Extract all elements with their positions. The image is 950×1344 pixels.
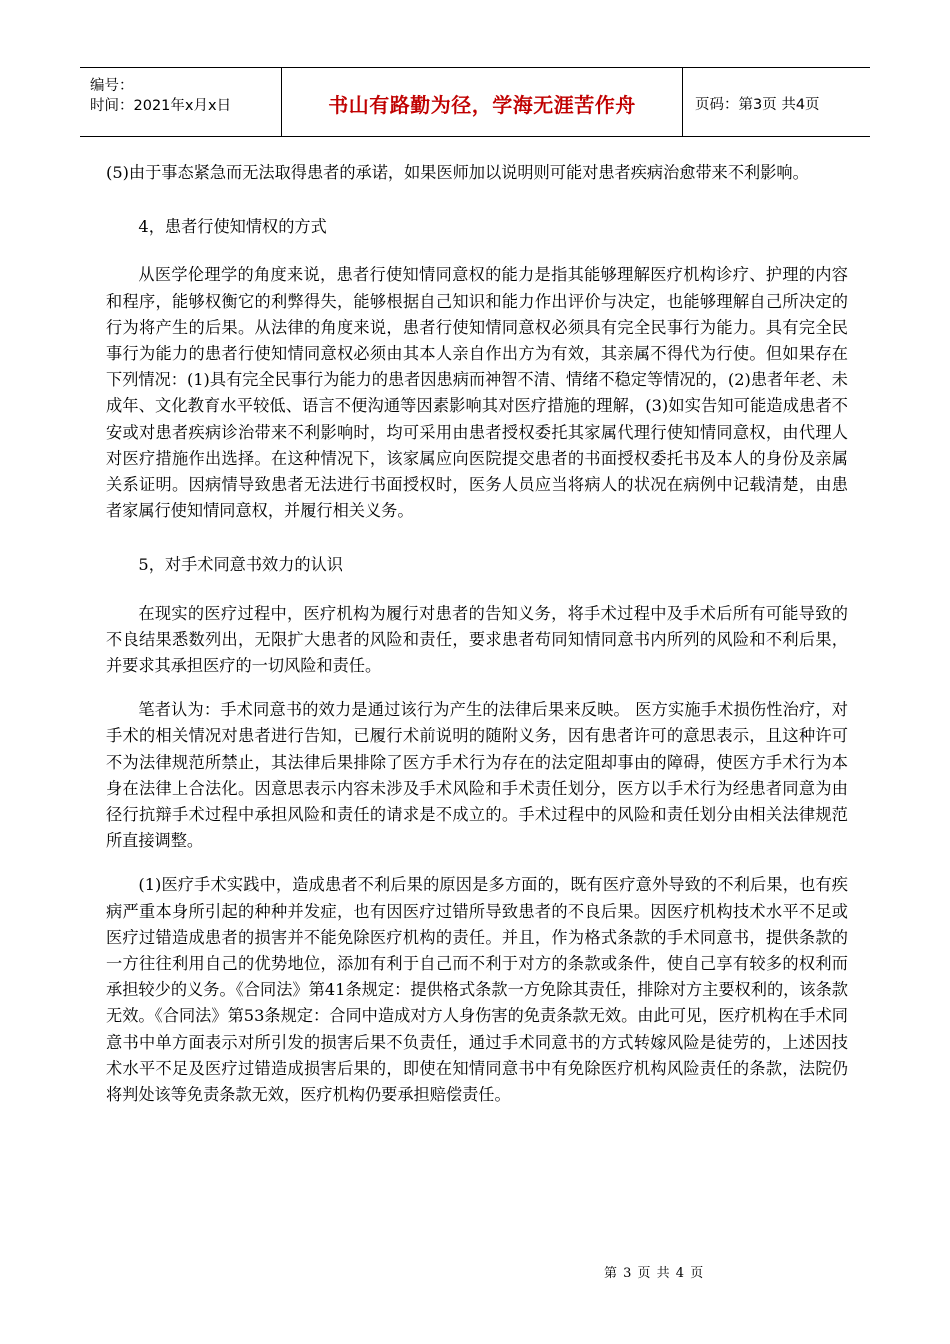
section-heading: 4，患者行使知情权的方式 — [138, 217, 327, 237]
paragraph: (1)医疗手术实践中，造成患者不利后果的原因是多方面的，既有医疗意外导致的不利后果，也有疾病严重本身所引起的种种并发症，也有因医疗过错所导致患者的不良后果。因医疗机构技术水平不足或医疗过错造成患者的损害并不能免除医疗机构的责任。并且，作为格式条款的手术同意书，提供条款的一方往往利用自己的优势地位，添加有利于自己而不利于对方的条款或条件，使自己享有较多的权利而承担较少的义务。《合同法》第41条规定：提供格式条款一方免除其责任，排除对方主要权利的，该条款无效。《合同法》第53条规定：合同中造成对方人身伤害的免责条款无效。由此可见，医疗机构在手术同意书中单方面表示对所引发的损害后果不负责任，通过手术同意书的方式转嫁风险是徒劳的，上述因技术水平不足及医疗过错造成损害后果的，即使在知情同意书中有免除医疗机构风险责任的条款，法院仍将判处该等免责条款无效，医疗机构仍要承担赔偿责任。 — [106, 875, 848, 1105]
header-meta-cell — [80, 68, 282, 136]
paragraph: 从医学伦理学的角度来说，患者行使知情同意权的能力是指其能够理解医疗机构诊疗、护理的内容和程序，能够权衡它的利弊得失，能够根据自己知识和能力作出评价与决定，也能够理解自己所决定的行为将产生的后果。从法律的角度来说，患者行使知情同意权必须具有完全民事行为能力。具有完全民事行为能力的患者行使知情同意权必须由其本人亲自作出方为有效，其亲属不得代为行使。但如果存在下列情况：(1)具有完全民事行为能力的患者因患病而神智不清、情绪不稳定等情况的，(2)患者年老、未成年、文化教育水平较低、语言不便沟通等因素影响其对医疗措施的理解，(3)如实告知可能造成患者不安或对患者疾病诊治带来不利影响时，均可采用由患者授权委托其家属代理行使知情同意权，由代理人对医疗措施作出选择。在这种情况下，该家属应向医院提交患者的书面授权委托书及本人的身份及亲属关系证明。因病情导致患者无法进行书面授权时，医务人员应当将病人的状况在病例中记载清楚，由患者家属行使知情同意权，并履行相关义务。 — [106, 265, 848, 521]
document-number-label: 编号： — [90, 78, 134, 94]
header-motto-cell — [282, 68, 683, 136]
header-page-cell — [683, 68, 870, 136]
header-motto: 书山有路勤为径，学海无涯苦作舟 — [328, 93, 636, 117]
page-footer: 第 3 页 共 4 页 — [604, 1266, 705, 1281]
paragraph: (5)由于事态紧急而无法取得患者的承诺，如果医师加以说明则可能对患者疾病治愈带来不利影响。 — [106, 163, 809, 182]
document-body — [106, 160, 848, 1108]
section-heading: 5，对手术同意书效力的认识 — [138, 555, 343, 575]
paragraph: 在现实的医疗过程中，医疗机构为履行对患者的告知义务，将手术过程中及手术后所有可能导致的不良结果悉数列出，无限扩大患者的风险和责任，要求患者苟同知情同意书内所列的风险和不利后果，并要求其承担医疗的一切风险和责任。 — [106, 603, 848, 676]
document-time-label: 时间：2021年x月x日 — [90, 98, 232, 114]
header-page-info: 页码：第3页 共4页 — [695, 97, 820, 113]
document-header — [80, 67, 870, 137]
paragraph: 笔者认为：手术同意书的效力是通过该行为产生的法律后果来反映。 医方实施手术损伤性治疗，对手术的相关情况对患者进行告知，已履行术前说明的随附义务，因有患者许可的意思表示，且这种许可不为法律规范所禁止，其法律后果排除了医方手术行为存在的法定阻却事由的障碍，使医方手术行为本身在法律上合法化。因意思表示内容未涉及手术风险和手术责任划分，医方以手术行为经患者同意为由径行抗辩手术过程中承担风险和责任的请求是不成立的。手术过程中的风险和责任划分由相关法律规范所直接调整。 — [106, 700, 848, 851]
